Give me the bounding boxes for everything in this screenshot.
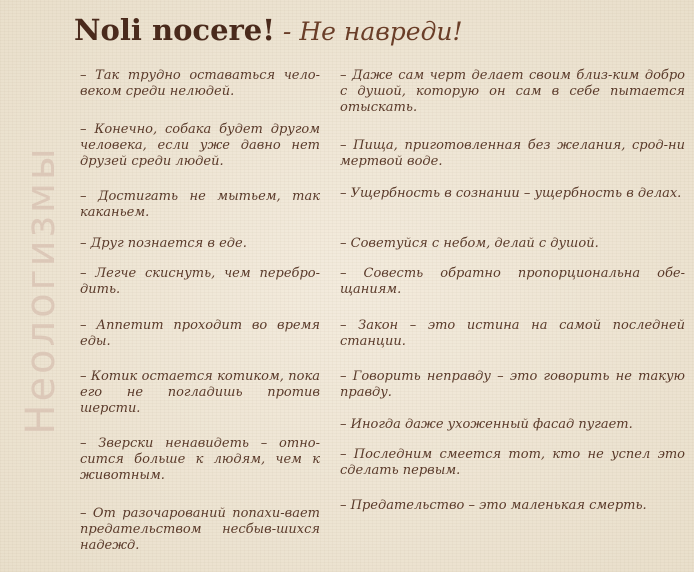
aphorism-item: – Пища, приготовленная без желания, срод-ни мертвой воде. bbox=[340, 138, 685, 169]
title-russian: - Не навреди! bbox=[274, 17, 463, 46]
aphorism-item: – Так трудно оставаться чело-веком среди нелюдей. bbox=[80, 68, 320, 99]
aphorism-item: – Советуйся с небом, делай с душой. bbox=[340, 236, 599, 251]
aphorism-item: – Достигать не мытьем, так каканьем. bbox=[80, 189, 320, 220]
aphorism-item: – Даже сам черт делает своим близ-ким добро с душой, которую он сам в себе пытается отыскать. bbox=[340, 68, 685, 115]
aphorism-item: – От разочарований попахи-вает предательством несбыв-шихся надежд. bbox=[80, 506, 320, 553]
page-title bbox=[74, 10, 463, 55]
aphorism-item: – Аппетит проходит во время еды. bbox=[80, 318, 320, 349]
aphorism-item: – Предательство – это маленькая смерть. bbox=[340, 498, 647, 513]
aphorism-item: – Говорить неправду – это говорить не такую правду. bbox=[340, 369, 685, 400]
side-label: Неологизмы bbox=[18, 145, 64, 435]
aphorism-item: – Закон – это истина на самой последней станции. bbox=[340, 318, 685, 349]
aphorism-item: – Конечно, собака будет другом человека, если уже давно нет друзей среди людей. bbox=[80, 122, 320, 169]
aphorism-item: – Легче скиснуть, чем перебро-дить. bbox=[80, 266, 320, 297]
aphorism-item: – Совесть обратно пропорциональна обе-щаниям. bbox=[340, 266, 685, 297]
aphorism-item: – Зверски ненавидеть – отно-сится больше к людям, чем к животным. bbox=[80, 436, 320, 483]
aphorism-item: – Друг познается в еде. bbox=[80, 236, 247, 251]
aphorism-item: – Котик остается котиком, пока его не погладишь против шерсти. bbox=[80, 369, 320, 416]
aphorism-item: – Иногда даже ухоженный фасад пугает. bbox=[340, 417, 633, 432]
aphorism-item: – Ущербность в сознании – ущербность в делах. bbox=[340, 186, 682, 201]
aphorism-item: – Последним смеется тот, кто не успел это сделать первым. bbox=[340, 447, 685, 478]
title-latin: Noli nocere! bbox=[74, 13, 275, 47]
